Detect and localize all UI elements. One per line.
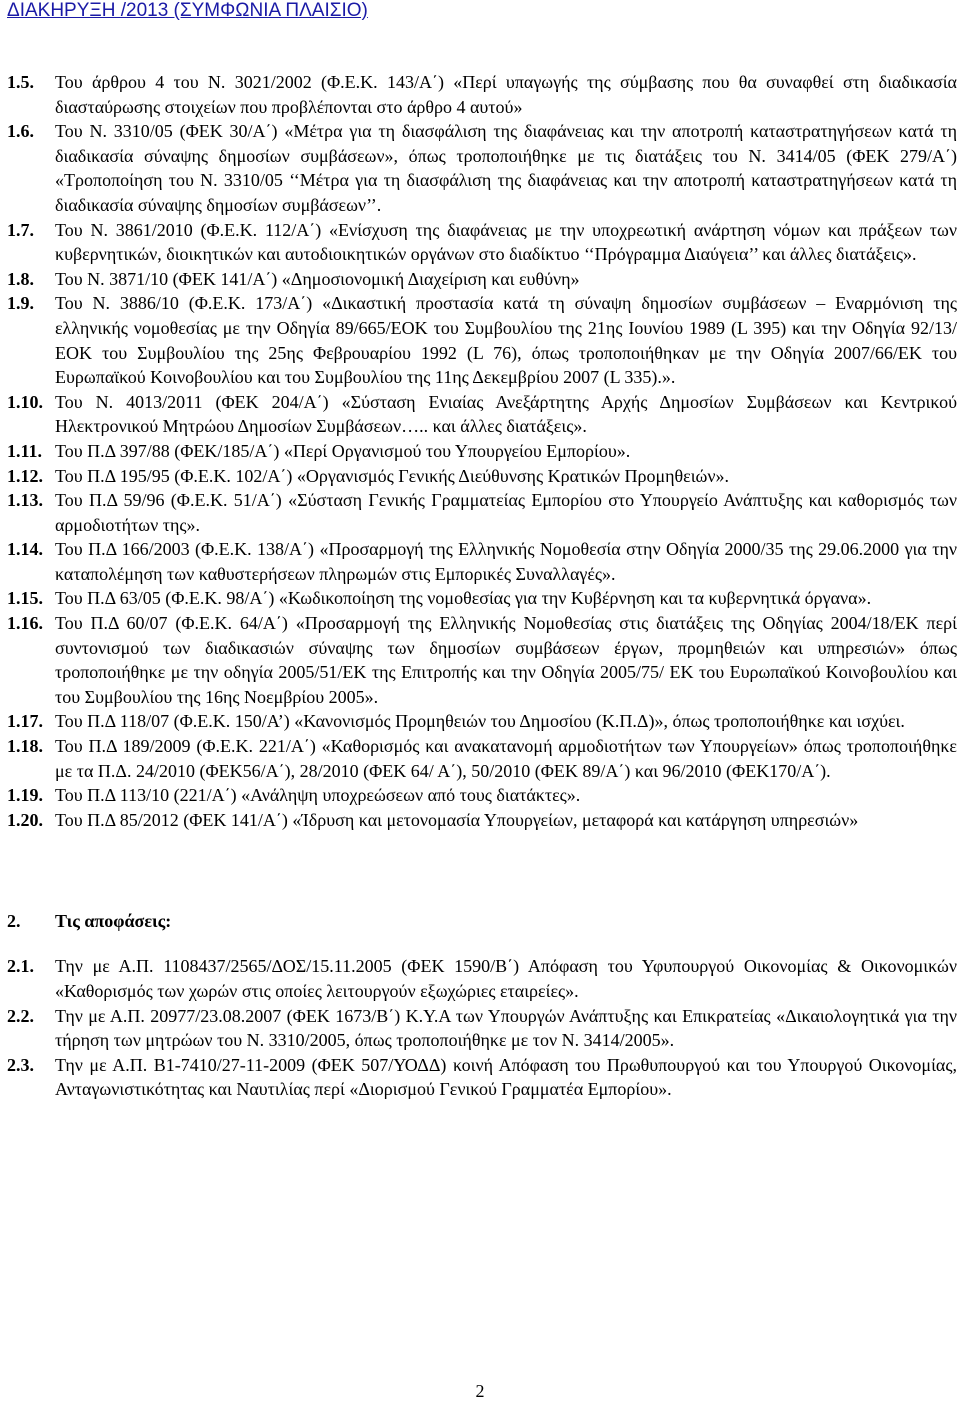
item-text: Την με Α.Π. 1108437/2565/ΔΟΣ/15.11.2005 (ΦΕΚ 1590/Β΄) Απόφαση του Υφυπουργού Οικονομίας & Οικονομικών «Καθορισμός των χωρών στις οποίες λειτουργούν εξωχώριες εταιρείες». [55,956,957,1001]
item-number: 1.11. [7,440,43,461]
list-item [7,1004,957,1053]
section-heading [7,908,957,934]
list-item [7,611,957,709]
item-text: Του Π.Δ 63/05 (Φ.Ε.Κ. 98/Α΄) «Κωδικοποίηση της νομοθεσίας για την Κυβέρνηση και τα κυβερνητικά όργανα». [55,588,872,609]
section-title: Τις αποφάσεις: [55,911,172,932]
item-number: 1.20. [7,809,43,830]
item-text: Του Π.Δ 397/88 (ΦΕΚ/185/Α΄) «Περί Οργανισμού του Υπουργείου Εμπορίου». [55,440,631,461]
item-number: 1.6. [7,121,34,142]
page-number: 2 [475,1381,485,1401]
item-number: 2.2. [7,1005,34,1026]
item-text: Του Ν. 3871/10 (ΦΕΚ 141/Α΄) «Δημοσιονομική Διαχείριση και ευθύνη» [55,268,580,289]
item-number: 1.18. [7,736,43,757]
list-item [7,783,957,808]
item-number: 1.9. [7,293,34,314]
item-number: 1.17. [7,711,43,732]
item-text: Την με Α.Π. 20977/23.08.2007 (ΦΕΚ 1673/Β΄) Κ.Υ.Α των Υπουργών Ανάπτυξης και Επικρατείας «Δικαιολογητικά για την τήρηση των μητρώων του Ν. 3310/2005, όπως τροποποιήθηκε με τον Ν. 3414/2005». [55,1005,957,1051]
item-number: 1.8. [7,268,34,289]
item-text: Του Ν. 3886/10 (Φ.Ε.Κ. 173/Α΄) «Δικαστική προστασία κατά τη σύναψη δημοσίων συμβάσεων – Εναρμόνιση της ελληνικής νομοθεσίας με την Οδηγία 89/665/ΕΟΚ του Συμβουλίου της 21ης Ιουνίου 1989 (L 395) και την Οδηγία 92/13/ΕΟΚ του Συμβουλίου της 25ης Φεβρουαρίου 1992 (L 76), όπως τροποποιήθηκαν με την Οδηγία 2007/66/ΕΚ του Ευρωπαϊκού Κοινοβουλίου και του Συμβουλίου της 11ης Δεκεμβρίου 2007 (L 335).». [55,293,957,388]
list-item [7,291,957,389]
list-item [7,218,957,267]
item-text: Του Π.Δ 85/2012 (ΦΕΚ 141/Α΄) «Ίδρυση και μετονομασία Υπουργείων, μεταφορά και κατάργηση υπηρεσιών» [55,809,859,830]
list-item [7,954,957,1003]
item-number: 1.19. [7,785,43,806]
decisions-list [7,954,957,1102]
item-text: Του Ν. 3861/2010 (Φ.Ε.Κ. 112/Α΄) «Ενίσχυση της διαφάνειας με την υποχρεωτική ανάρτηση νόμων και πράξεων των κυβερνητικών, διοικητικών και αυτοδιοικητικών οργάνων στο διαδίκτυο ‘‘Πρόγραμμα Διαύγεια’’ και άλλες διατάξεις». [55,219,957,265]
item-text: Του Ν. 3310/05 (ΦΕΚ 30/Α΄) «Μέτρα για τη διασφάλιση της διαφάνειας και την αποτροπή καταστρατηγήσεων κατά τη διαδικασία σύναψης δημοσίων συμβάσεων», όπως τροποποιήθηκε με τις διατάξεις του Ν. 3414/05 (ΦΕΚ 279/Α΄) «Τροποποίηση του Ν. 3310/05 ‘‘Μέτρα για τη διασφάλιση της διαφάνειας και την αποτροπή καταστρατηγήσεων κατά τη διαδικασία σύναψης δημοσίων συμβάσεων’’. [55,121,957,215]
list-item [7,70,957,119]
list-item [7,586,957,611]
list-item [7,439,957,464]
item-text: Του Π.Δ 166/2003 (Φ.Ε.Κ. 138/Α΄) «Προσαρμογή της Ελληνικής Νομοθεσία στην Οδηγία 2000/35 της 29.06.2000 για την καταπολέμηση των καθυστερήσεων πληρωμών στις Εμπορικές Συναλλαγές». [55,539,957,584]
list-item [7,709,957,734]
document-header: ΔΙΑΚΗΡΥΞΗ /2013 (ΣΥΜΦΩΝΙΑ ΠΛΑΙΣΙΟ) [7,0,368,21]
item-text: Του Π.Δ 195/95 (Φ.Ε.Κ. 102/Α΄) «Οργανισμός Γενικής Διεύθυνσης Κρατικών Προμηθειών». [55,465,730,486]
item-number: 1.5. [7,72,34,92]
item-text: Του Π.Δ 118/07 (Φ.Ε.Κ. 150/Α’) «Κανονισμός Προμηθειών του Δημοσίου (Κ.Π.Δ)», όπως τροποποιήθηκε και ισχύει. [55,711,905,732]
item-text: Του Ν. 4013/2011 (ΦΕΚ 204/Α΄) «Σύσταση Ενιαίας Ανεξάρτητης Αρχής Δημοσίων Συμβάσεων και Κεντρικού Ηλεκτρονικού Μητρώου Δημοσίων Συμβάσεων….. και άλλες διατάξεις». [55,391,957,437]
list-item [7,119,957,217]
list-item [7,808,957,833]
item-number: 1.10. [7,391,43,412]
item-text: Του Π.Δ 189/2009 (Φ.Ε.Κ. 221/Α΄) «Καθορισμός και ανακατανομή αρμοδιοτήτων των Υπουργείων» όπως τροποποιήθηκε με τα Π.Δ. 24/2010 (ΦΕΚ56/Α΄), 28/2010 (ΦΕΚ 64/ Α΄), 50/2010 (ΦΕΚ 89/Α΄) και 96/2010 (ΦΕΚ170/Α΄). [55,736,957,781]
item-number: 1.15. [7,588,43,609]
section-number: 2. [7,911,21,932]
document-body [7,70,957,1102]
item-number: 1.13. [7,490,43,511]
item-text: Την με Α.Π. Β1-7410/27-11-2009 (ΦΕΚ 507/ΥΟΔΔ) κοινή Απόφαση του Πρωθυπουργού και του Υπουργού Οικονομίας, Ανταγωνιστικότητας και Ναυτιλίας περί «Διορισμού Γενικού Γραμματέα Εμπορίου». [55,1054,957,1100]
list-item [7,734,957,783]
item-text: Του άρθρου 4 του Ν. 3021/2002 (Φ.Ε.Κ. 143/Α΄) «Περί υπαγωγής της σύμβασης που θα συναφθεί στη διαδικασία διασταύρωσης στοιχείων που προβλέπονται στο άρθρο 4 αυτού» [55,72,957,117]
list-item [7,1053,957,1102]
list-item [7,390,957,439]
list-item [7,537,957,586]
item-text: Του Π.Δ 113/10 (221/Α΄) «Ανάληψη υποχρεώσεων από τους διατάκτες». [55,785,581,806]
item-number: 1.12. [7,465,43,486]
list-item [7,464,957,489]
item-text: Του Π.Δ 59/96 (Φ.Ε.Κ. 51/Α΄) «Σύσταση Γενικής Γραμματείας Εμπορίου στο Υπουργείο Ανάπτυξης και καθορισμός των αρμοδιοτήτων της». [55,490,957,535]
item-number: 1.7. [7,219,34,240]
item-number: 2.3. [7,1054,34,1075]
legislation-list [7,70,957,832]
list-item [7,267,957,292]
item-number: 1.16. [7,613,43,634]
list-item [7,488,957,537]
item-text: Του Π.Δ 60/07 (Φ.Ε.Κ. 64/Α΄) «Προσαρμογή της Ελληνικής Νομοθεσίας στις διατάξεις της Οδηγίας 2004/18/ΕΚ περί συντονισμού των διαδικασιών σύναψης των δημοσίων συμβάσεων έργων, προμηθειών και υπηρεσιών» όπως τροποποιήθηκε με την οδηγία 2005/51/ΕΚ της Επιτροπής και την Οδηγία 2005/75/ ΕΚ του Ευρωπαϊκού Κοινοβουλίου και του Συμβουλίου της 16ης Νοεμβρίου 2005». [55,613,957,707]
item-number: 1.14. [7,539,43,560]
item-number: 2.1. [7,956,34,977]
